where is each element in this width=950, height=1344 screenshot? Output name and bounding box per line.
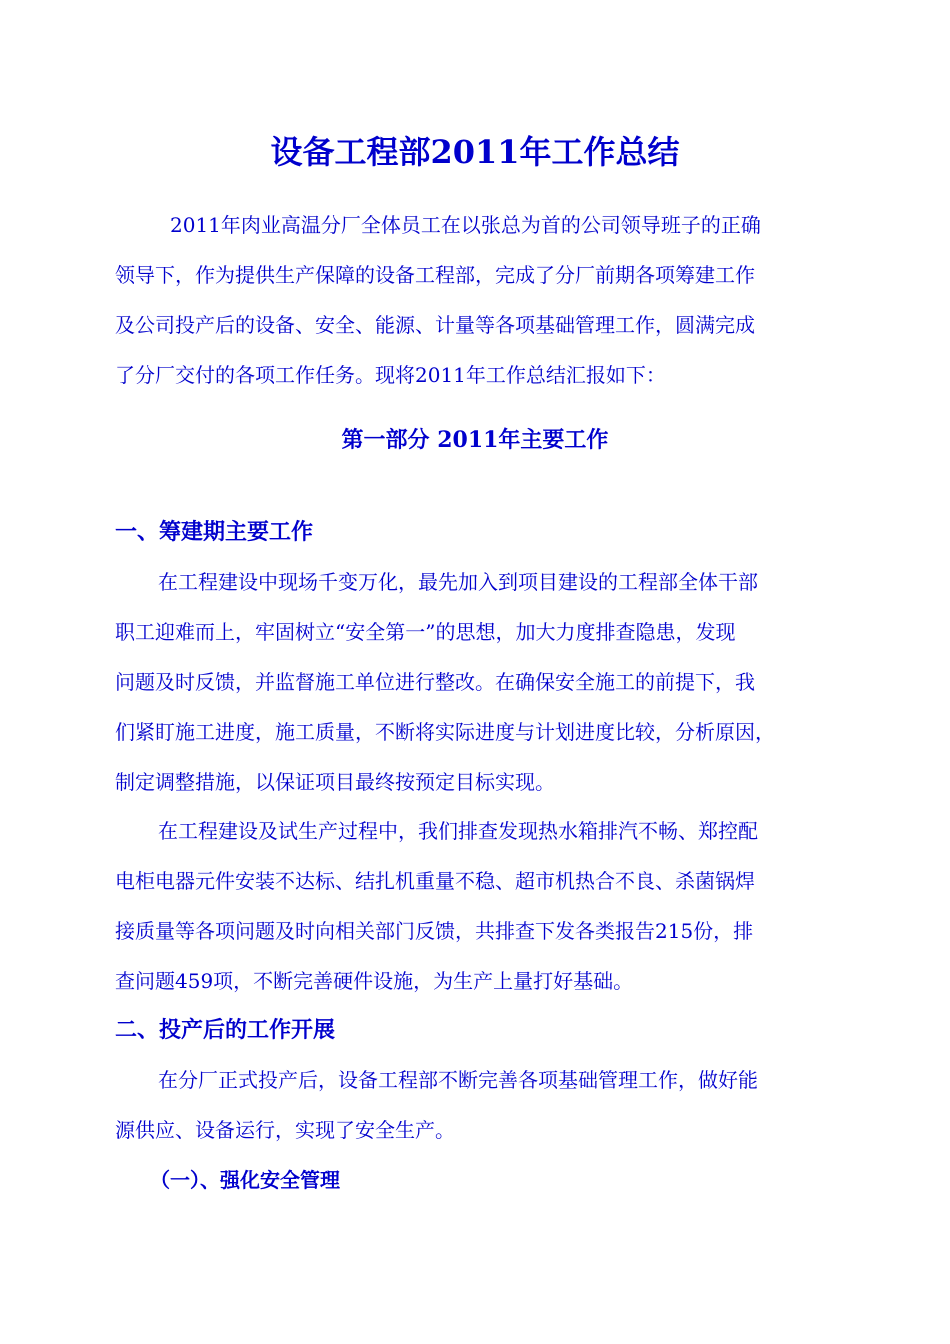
section1-p2-line-4: 查问题459项，不断完善硬件设施，为生产上量打好基础。 [115, 969, 634, 993]
section1-p1-line-2: 职工迎难而上，牢固树立“安全第一”的思想，加大力度排查隐患，发现 [115, 620, 736, 644]
section1-paragraph-1 [115, 557, 840, 807]
document-title: 设备工程部2011年工作总结 [270, 133, 680, 171]
section1-p1-line-4: 们紧盯施工进度，施工质量，不断将实际进度与计划进度比较，分析原因， [115, 720, 775, 744]
section2-heading: 二、投产后的工作开展 [115, 1017, 336, 1043]
section1-p1-line-1: 在工程建设中现场千变万化，最先加入到项目建设的工程部全体干部 [158, 570, 758, 594]
section1-heading: 一、筹建期主要工作 [115, 519, 314, 545]
section1-p1-line-3: 问题及时反馈，并监督施工单位进行整改。在确保安全施工的前提下，我 [115, 670, 755, 694]
intro-line-2: 领导下，作为提供生产保障的设备工程部，完成了分厂前期各项筹建工作 [115, 263, 755, 287]
intro-line-4: 了分厂交付的各项工作任务。现将2011年工作总结汇报如下： [115, 363, 666, 387]
intro-paragraph [115, 200, 840, 400]
section2-p1-line-1: 在分厂正式投产后，设备工程部不断完善各项基础管理工作，做好能 [158, 1068, 758, 1092]
section1-p1-line-5: 制定调整措施，以保证项目最终按预定目标实现。 [115, 770, 555, 794]
intro-line-1: 2011年肉业高温分厂全体员工在以张总为首的公司领导班子的正确 [170, 213, 761, 237]
section1-p2-line-2: 电柜电器元件安装不达标、结扎机重量不稳、超市机热合不良、杀菌锅焊 [115, 869, 755, 893]
section2-p1-line-2: 源供应、设备运行，实现了安全生产。 [115, 1118, 455, 1142]
section2-paragraph-1 [115, 1055, 840, 1155]
section1-p2-line-1: 在工程建设及试生产过程中，我们排查发现热水箱排汽不畅、郑控配 [158, 819, 758, 843]
part-title: 第一部分 2011年主要工作 [341, 427, 609, 453]
intro-line-3: 及公司投产后的设备、安全、能源、计量等各项基础管理工作，圆满完成 [115, 313, 755, 337]
section2-subheading: （一）、强化安全管理 [150, 1168, 340, 1192]
section1-p2-line-3: 接质量等各项问题及时向相关部门反馈，共排查下发各类报告215份，排 [115, 919, 754, 943]
section1-paragraph-2 [115, 806, 840, 1006]
